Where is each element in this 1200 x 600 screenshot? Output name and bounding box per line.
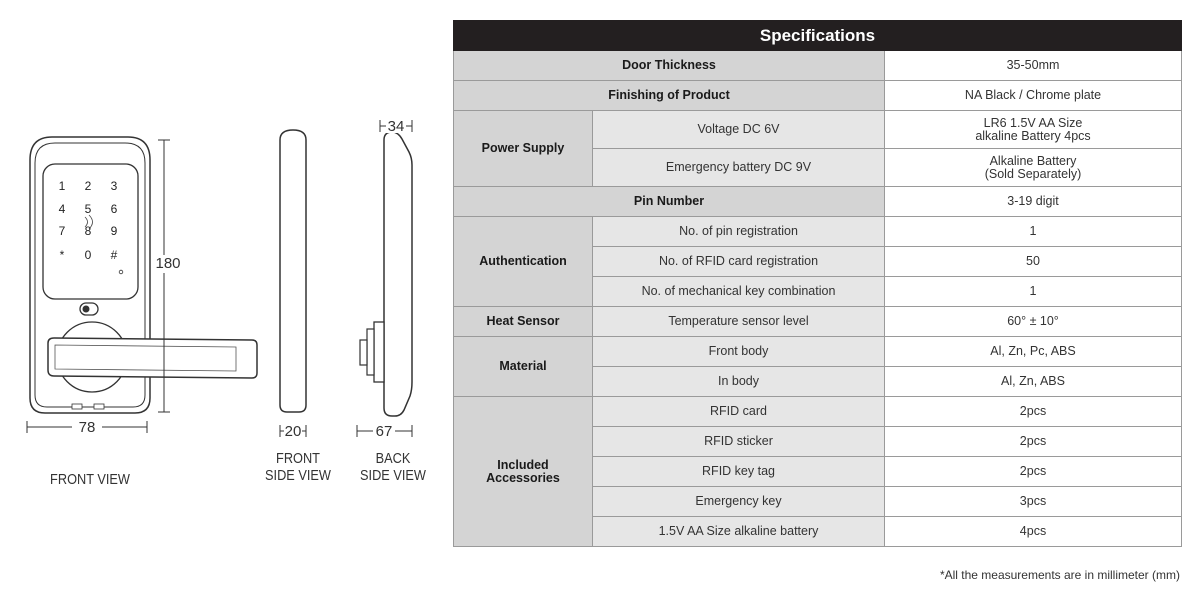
back-top-dimension: 34 xyxy=(387,118,405,135)
key-1: 1 xyxy=(58,179,66,193)
material-value: Al, Zn, Pc, ABS xyxy=(885,337,1182,367)
key-5: 5 xyxy=(84,202,92,216)
key-4: 4 xyxy=(58,202,66,216)
key-0: 0 xyxy=(84,248,92,262)
power-supply-item: Emergency battery DC 9V xyxy=(593,149,885,187)
key-8: 8 xyxy=(84,224,92,238)
accessory-value: 2pcs xyxy=(885,457,1182,487)
specifications-table xyxy=(453,20,1182,547)
key-9: 9 xyxy=(110,224,118,238)
accessory-item: RFID key tag xyxy=(593,457,885,487)
table-row xyxy=(454,397,1182,427)
authentication-value: 1 xyxy=(885,277,1182,307)
finishing-value: NA Black / Chrome plate xyxy=(885,81,1182,111)
front-side-view-drawing xyxy=(280,130,306,440)
power-supply-item: Voltage DC 6V xyxy=(593,111,885,149)
table-title: Specifications xyxy=(454,21,1182,51)
accessory-value: 4pcs xyxy=(885,517,1182,547)
authentication-label: Authentication xyxy=(454,217,593,307)
authentication-item: No. of pin registration xyxy=(593,217,885,247)
authentication-item: No. of mechanical key combination xyxy=(593,277,885,307)
heat-sensor-label: Heat Sensor xyxy=(454,307,593,337)
table-row xyxy=(454,307,1182,337)
front-width-dimension: 78 xyxy=(78,419,96,436)
front-side-width-dimension: 20 xyxy=(284,423,302,440)
back-side-view-drawing xyxy=(357,117,412,440)
table-row xyxy=(454,51,1182,81)
door-thickness-value: 35-50mm xyxy=(885,51,1182,81)
key-6: 6 xyxy=(110,202,118,216)
key-hash: # xyxy=(110,248,118,262)
front-view-drawing xyxy=(27,137,257,436)
table-row xyxy=(454,187,1182,217)
table-row xyxy=(454,337,1182,367)
back-side-view-label: BACK SIDE VIEW xyxy=(360,451,426,484)
front-view-label: FRONT VIEW xyxy=(50,472,130,488)
material-value: Al, Zn, ABS xyxy=(885,367,1182,397)
accessory-value: 3pcs xyxy=(885,487,1182,517)
table-row xyxy=(454,81,1182,111)
material-label: Material xyxy=(454,337,593,397)
material-item: In body xyxy=(593,367,885,397)
power-supply-value: LR6 1.5V AA Size alkaline Battery 4pcs xyxy=(885,111,1182,149)
measurement-footnote: *All the measurements are in millimeter (mm) xyxy=(939,568,1180,582)
accessory-item: RFID sticker xyxy=(593,427,885,457)
technical-drawings xyxy=(0,0,450,600)
material-item: Front body xyxy=(593,337,885,367)
spindle-housing xyxy=(374,322,384,382)
front-height-dimension: 180 xyxy=(155,255,181,272)
key-7: 7 xyxy=(58,224,66,238)
accessory-value: 2pcs xyxy=(885,427,1182,457)
accessories-label: Included Accessories xyxy=(454,397,593,547)
power-supply-label: Power Supply xyxy=(454,111,593,187)
table-row xyxy=(454,217,1182,247)
front-side-view-label: FRONT SIDE VIEW xyxy=(265,451,331,484)
table-row xyxy=(454,111,1182,149)
heat-sensor-value: 60° ± 10° xyxy=(885,307,1182,337)
pin-number-value: 3-19 digit xyxy=(885,187,1182,217)
accessory-item: 1.5V AA Size alkaline battery xyxy=(593,517,885,547)
heat-sensor-item: Temperature sensor level xyxy=(593,307,885,337)
lever-handle xyxy=(48,338,257,378)
back-bottom-dimension: 67 xyxy=(375,423,393,440)
authentication-item: No. of RFID card registration xyxy=(593,247,885,277)
authentication-value: 1 xyxy=(885,217,1182,247)
door-thickness-label: Door Thickness xyxy=(454,51,885,81)
accessory-value: 2pcs xyxy=(885,397,1182,427)
power-supply-value: Alkaline Battery (Sold Separately) xyxy=(885,149,1182,187)
key-3: 3 xyxy=(110,179,118,193)
authentication-value: 50 xyxy=(885,247,1182,277)
key-star: * xyxy=(59,248,65,262)
finishing-label: Finishing of Product xyxy=(454,81,885,111)
accessory-item: RFID card xyxy=(593,397,885,427)
accessory-item: Emergency key xyxy=(593,487,885,517)
pin-number-label: Pin Number xyxy=(454,187,885,217)
key-2: 2 xyxy=(84,179,92,193)
